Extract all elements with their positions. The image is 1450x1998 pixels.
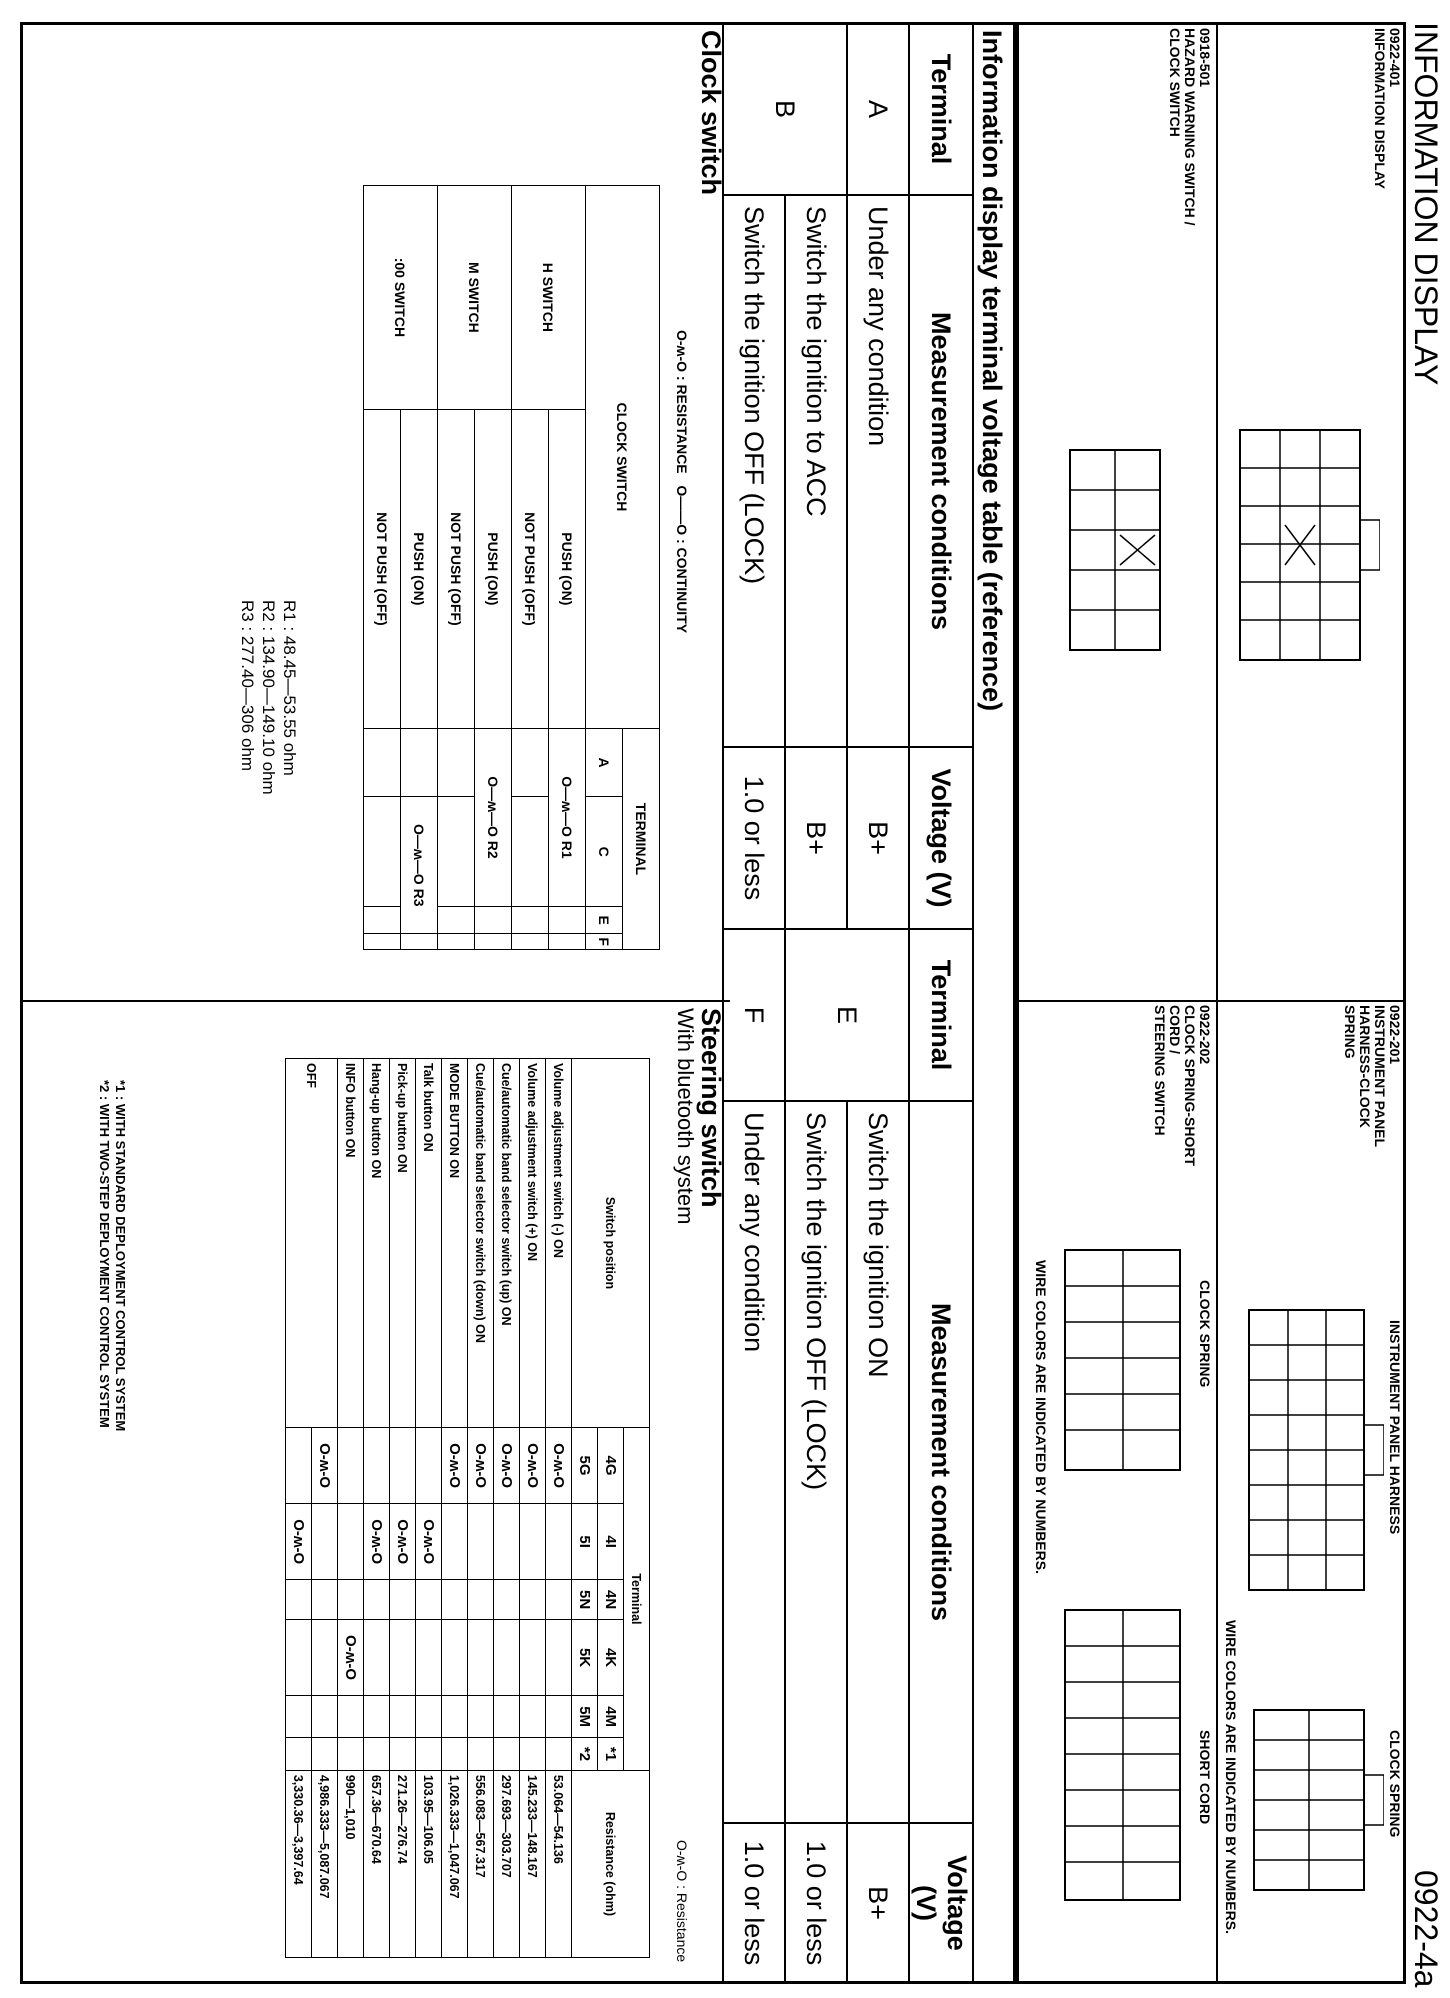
terminal-a: A bbox=[586, 728, 623, 796]
wire-color-note-2: WIRE COLORS ARE INDICATED BY NUMBERS. bbox=[1033, 1260, 1049, 1574]
cell: B+ bbox=[847, 1823, 909, 1983]
clock-switch-header: CLOCK SWITCH bbox=[586, 186, 660, 729]
steering-switch-subtitle: With bluetooth system bbox=[673, 1008, 698, 1225]
clock-spring-connector-diagram-2 bbox=[1055, 1240, 1195, 1480]
resistance-legend: O-ʍ-O : RESISTANCE O——O : CONTINUITY bbox=[674, 330, 690, 634]
state-label: PUSH (ON) bbox=[475, 409, 512, 728]
switch-row: INFO button ON bbox=[338, 1059, 364, 1428]
switch-row: Cue/automatic band selector switch (down) ON bbox=[468, 1059, 494, 1428]
cell: Under any condition bbox=[847, 195, 909, 747]
clock-switch-connector-diagram bbox=[1060, 440, 1170, 660]
connector-0922-401-name: INFORMATION DISPLAY bbox=[1372, 28, 1388, 190]
r3-resistor: O—ʍ—O R3 bbox=[401, 797, 438, 934]
cell: F bbox=[723, 929, 785, 1101]
terminal-c: C bbox=[586, 797, 623, 907]
connector-0922-201-code: 0922-201 bbox=[1387, 1005, 1403, 1065]
terminal-header: Terminal bbox=[624, 1428, 650, 1771]
short-cord-connector-diagram bbox=[1055, 1600, 1195, 1910]
page-code: 0922-4a bbox=[1408, 1870, 1444, 1988]
page-title: INFORMATION DISPLAY bbox=[1408, 22, 1444, 386]
cell: B+ bbox=[847, 747, 909, 929]
h-switch-label: H SWITCH bbox=[512, 186, 586, 410]
state-label: NOT PUSH (OFF) bbox=[438, 409, 475, 728]
cell: Switch the ignition OFF (LOCK) bbox=[785, 1101, 847, 1823]
connector-0918-501-name: HAZARD WARNING SWITCH / CLOCK SWITCH bbox=[1167, 28, 1198, 226]
info-display-connector-diagram bbox=[1230, 420, 1380, 680]
switch-row: Hang-up button ON bbox=[364, 1059, 390, 1428]
switch-position-header: Switch position bbox=[572, 1059, 650, 1428]
voltage-table bbox=[722, 22, 974, 1984]
resistor-icon: O-ʍ-O bbox=[674, 330, 690, 372]
terminal-e: E bbox=[586, 907, 623, 934]
voltage-table-title: Information display terminal voltage table (reference) bbox=[977, 30, 1007, 712]
state-label: PUSH (ON) bbox=[549, 409, 586, 728]
header-terminal: Terminal bbox=[909, 23, 973, 195]
r1-resistor: O—ʍ—O R1 bbox=[549, 728, 586, 906]
terminal-f: F bbox=[586, 934, 623, 950]
cell: Switch the ignition OFF (LOCK) bbox=[723, 195, 785, 747]
cell: A bbox=[847, 23, 909, 195]
switch-row: MODE BUTTON ON bbox=[442, 1059, 468, 1428]
cell: E bbox=[785, 929, 909, 1101]
clock-switch-notes: R1 : 48.45—53.55 ohm R2 : 134.90—149.10 ohm R3 : 277.40—306 ohm bbox=[238, 600, 299, 795]
steering-switch-table: Switch position Terminal Resistance (ohm) 4G 4I 4N 4K 4M *1 5G 5I 5N 5K 5M *2 Volume adjustment switch (-) ON O-ʍ-O 53.064—54.136 Volume adjustment switch (+) ON O-ʍ-O 145.233—148.167 Cue/automatic band selector switch (up) ON O-ʍ-O 297.693—303.707 Cue/automatic band selector switch (down) ON O-ʍ-O 556.083—567.317 MODE BUTTON ON O-ʍ-O 1,026.333—1,047.067 Talk button ON O-ʍ-O 103.95—106.05 Pick-up button ON O-ʍ-O 271.26—276.74 Hang-up button ON O-ʍ-O 657.36—670.64 INFO button ON O-ʍ-O 990—1,010 OFF O-ʍ-O 4,986.333—5,087.067 O-ʍ-O 3,330.36—3,397.64 bbox=[285, 1058, 650, 1958]
connector-0922-401-code: 0922-401 bbox=[1387, 28, 1403, 88]
cell: Switch the ignition ON bbox=[847, 1101, 909, 1823]
header-voltage-2: Voltage (V) bbox=[909, 1823, 973, 1983]
switch-row: OFF bbox=[286, 1059, 338, 1428]
header-terminal-2: Terminal bbox=[909, 929, 973, 1101]
header-voltage: Voltage (V) bbox=[909, 747, 973, 929]
cell: 1.0 or less bbox=[723, 1823, 785, 1983]
steering-switch-title: Steering switch bbox=[696, 1008, 726, 1208]
header-conditions-2: Measurement conditions bbox=[909, 1101, 973, 1823]
short-cord-label: SHORT CORD bbox=[1197, 1730, 1213, 1825]
steering-notes: *1 : WITH STANDARD DEPLOYMENT CONTROL SYSTEM *2 : WITH TWO-STEP DEPLOYMENT CONTROL SYSTEM bbox=[97, 1080, 128, 1432]
ip-harness-connector-diagram bbox=[1234, 1300, 1384, 1600]
wire-color-note-1: WIRE COLORS ARE INDICATED BY NUMBERS. bbox=[1223, 1620, 1239, 1934]
cell: 1.0 or less bbox=[785, 1823, 847, 1983]
terminal-header: TERMINAL bbox=[623, 728, 660, 949]
clock-spring-connector-diagram-1 bbox=[1244, 1700, 1384, 1900]
steering-legend: O-ʍ-O : Resistance bbox=[674, 1840, 690, 1963]
clock-spring-label-2: CLOCK SPRING bbox=[1197, 1280, 1213, 1388]
connector-0922-202-code: 0922-202 bbox=[1197, 1005, 1213, 1065]
cell: Under any condition bbox=[723, 1101, 785, 1823]
00-switch-label: :00 SWITCH bbox=[364, 186, 438, 410]
cell: Switch the ignition to ACC bbox=[785, 195, 847, 747]
connector-0918-501-code: 0918-501 bbox=[1197, 28, 1213, 88]
resistance-header: Resistance (ohm) bbox=[572, 1770, 650, 1957]
connector-0922-201-name: INSTRUMENT PANEL HARNESS-CLOCK SPRING bbox=[1342, 1005, 1388, 1148]
switch-row: Cue/automatic band selector switch (up) ON bbox=[494, 1059, 520, 1428]
state-label: NOT PUSH (OFF) bbox=[512, 409, 549, 728]
state-label: NOT PUSH (OFF) bbox=[364, 409, 401, 728]
resistor-icon: O-ʍ-O bbox=[674, 1840, 690, 1882]
switch-row: Pick-up button ON bbox=[390, 1059, 416, 1428]
clock-spring-label-1: CLOCK SPRING bbox=[1387, 1730, 1403, 1838]
switch-row: Volume adjustment switch (+) ON bbox=[520, 1059, 546, 1428]
cell: B+ bbox=[785, 747, 847, 929]
ip-harness-label: INSTRUMENT PANEL HARNESS bbox=[1387, 1320, 1403, 1535]
connector-0922-202-name: CLOCK SPRING-SHORT CORD / STEERING SWITCH bbox=[1152, 1005, 1198, 1166]
cell: B bbox=[723, 23, 847, 195]
switch-row: Talk button ON bbox=[416, 1059, 442, 1428]
cell: 1.0 or less bbox=[723, 747, 785, 929]
continuity-icon: O——O bbox=[674, 485, 690, 536]
switch-row: Volume adjustment switch (-) ON bbox=[546, 1059, 572, 1428]
r2-resistor: O—ʍ—O R2 bbox=[475, 728, 512, 906]
clock-switch-title: Clock switch bbox=[696, 30, 726, 196]
state-label: PUSH (ON) bbox=[401, 409, 438, 728]
header-conditions: Measurement conditions bbox=[909, 195, 973, 747]
clock-switch-table bbox=[363, 185, 660, 950]
m-switch-label: M SWITCH bbox=[438, 186, 512, 410]
